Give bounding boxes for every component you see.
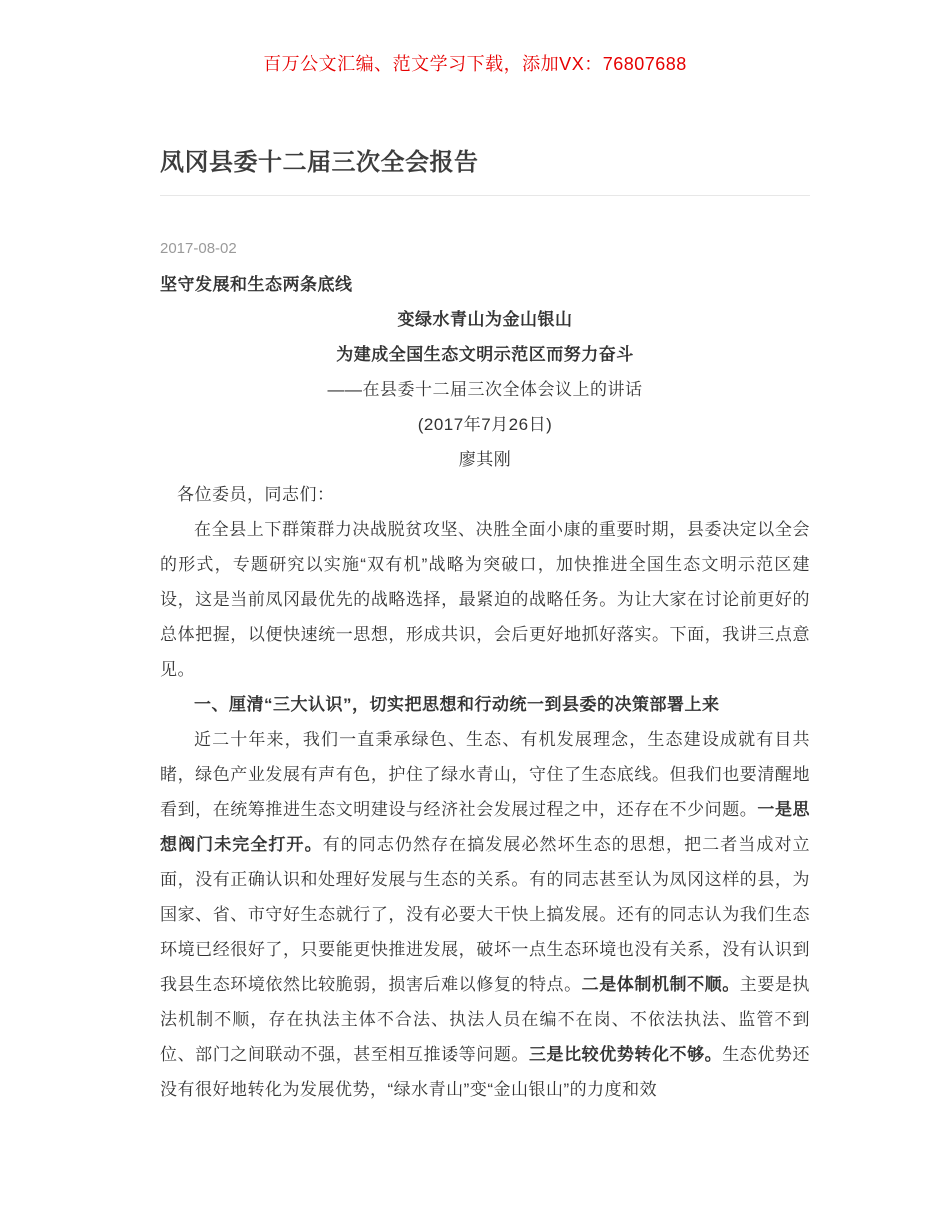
promo-banner: [0, 0, 950, 76]
speech-source-line: ——在县委十二届三次全体会议上的讲话: [327, 380, 643, 399]
paragraph-problems-seg-6: 生态优势还没有很好地转化为发展优势，“绿水青山”变“金山银山”的力度和效: [160, 1045, 811, 1099]
paragraph-problems-point-2: 二是体制机制不顺。: [581, 975, 740, 994]
lead-heading: 坚守发展和生态两条底线: [160, 275, 353, 294]
speech-date-line: (2017年7月26日): [417, 415, 553, 434]
subtitle-line-2: 为建成全国生态文明示范区而努力奋斗: [336, 345, 634, 364]
paragraph-problems-seg-4: 主要是执法机制不顺，存在执法主体不合法、执法人员在编不在岗、不依法执法、监管不到位、部门之间联动不强，甚至相互推诿等问题。: [160, 975, 811, 1064]
paragraph-problems-point-3: 三是比较优势转化不够。: [528, 1045, 723, 1064]
subtitle-line-1: 变绿水青山为金山银山: [397, 310, 573, 329]
paragraph-intro: 在全县上下群策群力决战脱贫攻坚、决胜全面小康的重要时期，县委决定以全会的形式，专题研究以实施“双有机”战略为突破口，加快推进全国生态文明示范区建设，这是当前凤冈最优先的战略选择，最紧迫的战略任务。为让大家在讨论前更好的总体把握，以便快速统一思想，形成共识，会后更好地抓好落实。下面，我讲三点意见。: [160, 520, 810, 679]
paragraph-problems-point-1: 一是思想阀门未完全打开。: [160, 800, 811, 854]
promo-banner-text: 百万公文汇编、范文学习下载，添加VX：76807688: [263, 54, 687, 74]
article: [160, 142, 810, 1107]
post-date: 2017-08-02: [160, 240, 237, 257]
paragraph-problems: [160, 722, 810, 1107]
author-line: 廖其刚: [458, 450, 512, 469]
paragraph-problems-seg-0: 近二十年来，我们一直秉承绿色、生态、有机发展理念，生态建设成就有目共睹，绿色产业发展有声有色，护住了绿水青山，守住了生态底线。但我们也要清醒地看到，在统筹推进生态文明建设与经济社会发展过程之中，还存在不少问题。: [160, 730, 810, 819]
page-title: 凤冈县委十二届三次全会报告: [160, 142, 810, 196]
paragraph-problems-seg-2: 有的同志仍然存在搞发展必然坏生态的思想，把二者当成对立面，没有正确认识和处理好发展与生态的关系。有的同志甚至认为凤冈这样的县，为国家、省、市守好生态就行了，没有必要大干快上搞发展。还有的同志认为我们生态环境已经很好了，只要能更快推进发展，破坏一点生态环境也没有关系，没有认识到我县生态环境依然比较脆弱，损害后难以修复的特点。: [160, 835, 811, 994]
section-heading-1: 一、厘清“三大认识”，切实把思想和行动统一到县委的决策部署上来: [194, 695, 720, 714]
salutation: 各位委员，同志们：: [177, 485, 335, 504]
